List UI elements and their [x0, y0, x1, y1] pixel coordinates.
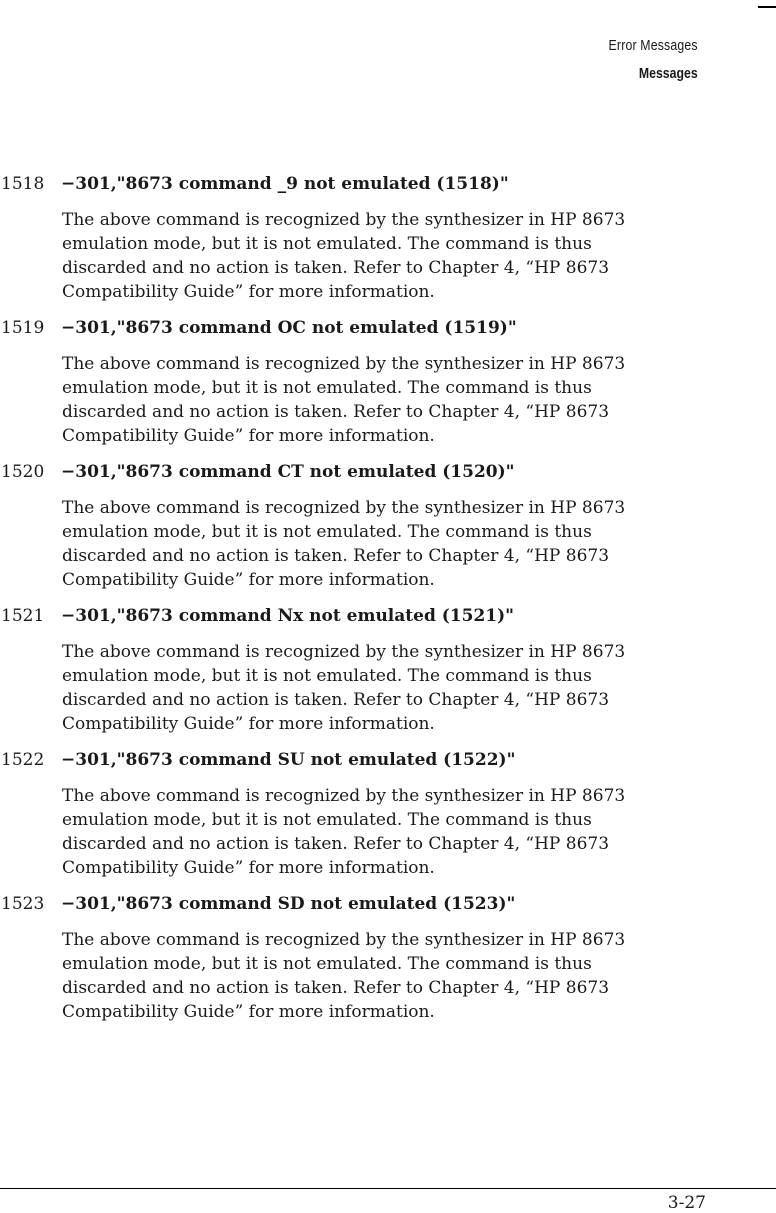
error-entry — [0, 892, 700, 1036]
footer-rule — [0, 1188, 776, 1189]
description-line: discarded and no action is taken. Refer to Chapter 4, “HP 8673 — [62, 834, 610, 854]
error-code: 1522 — [1, 750, 45, 770]
error-entry — [0, 316, 700, 460]
description-line: emulation mode, but it is not emulated. The command is thus — [62, 666, 592, 686]
error-message-list — [0, 172, 700, 1036]
error-entry — [0, 460, 700, 604]
description-line: The above command is recognized by the synthesizer in HP 8673 — [62, 930, 626, 950]
error-title: −301,"8673 command Nx not emulated (1521)" — [61, 606, 515, 626]
error-title: −301,"8673 command SU not emulated (1522)" — [61, 750, 516, 770]
description-line: Compatibility Guide” for more information. — [62, 426, 435, 446]
error-title: −301,"8673 command OC not emulated (1519)" — [61, 318, 517, 338]
page-number: 3-27 — [667, 1193, 706, 1213]
description-line: Compatibility Guide” for more information. — [62, 282, 435, 302]
error-title: −301,"8673 command _9 not emulated (1518)" — [61, 174, 509, 194]
error-entry — [0, 604, 700, 748]
description-line: emulation mode, but it is not emulated. The command is thus — [62, 810, 592, 830]
description-line: Compatibility Guide” for more information. — [62, 858, 435, 878]
description-line: emulation mode, but it is not emulated. The command is thus — [62, 954, 592, 974]
description-line: emulation mode, but it is not emulated. The command is thus — [62, 378, 592, 398]
description-line: discarded and no action is taken. Refer to Chapter 4, “HP 8673 — [62, 978, 610, 998]
error-description — [62, 496, 662, 592]
header-section-title: Error Messages — [608, 37, 698, 54]
error-code: 1519 — [1, 318, 45, 338]
error-title: −301,"8673 command CT not emulated (1520)" — [61, 462, 515, 482]
running-header — [589, 32, 698, 88]
error-description — [62, 208, 662, 304]
description-line: discarded and no action is taken. Refer to Chapter 4, “HP 8673 — [62, 690, 610, 710]
description-line: The above command is recognized by the synthesizer in HP 8673 — [62, 786, 626, 806]
error-description — [62, 928, 662, 1024]
corner-crop-mark — [758, 6, 776, 8]
description-line: emulation mode, but it is not emulated. The command is thus — [62, 522, 592, 542]
description-line: The above command is recognized by the synthesizer in HP 8673 — [62, 354, 626, 374]
error-entry — [0, 172, 700, 316]
description-line: discarded and no action is taken. Refer to Chapter 4, “HP 8673 — [62, 546, 610, 566]
description-line: Compatibility Guide” for more information. — [62, 714, 435, 734]
description-line: The above command is recognized by the synthesizer in HP 8673 — [62, 210, 626, 230]
header-subsection-title: Messages — [639, 65, 698, 82]
description-line: emulation mode, but it is not emulated. The command is thus — [62, 234, 592, 254]
description-line: discarded and no action is taken. Refer to Chapter 4, “HP 8673 — [62, 258, 610, 278]
description-line: Compatibility Guide” for more information. — [62, 1002, 435, 1022]
error-code: 1518 — [1, 174, 45, 194]
error-code: 1523 — [1, 894, 45, 914]
error-code: 1520 — [1, 462, 45, 482]
error-description — [62, 784, 662, 880]
error-entry — [0, 748, 700, 892]
description-line: Compatibility Guide” for more information. — [62, 570, 435, 590]
error-description — [62, 640, 662, 736]
error-code: 1521 — [1, 606, 45, 626]
error-description — [62, 352, 662, 448]
description-line: The above command is recognized by the synthesizer in HP 8673 — [62, 498, 626, 518]
error-title: −301,"8673 command SD not emulated (1523)" — [61, 894, 516, 914]
description-line: The above command is recognized by the synthesizer in HP 8673 — [62, 642, 626, 662]
description-line: discarded and no action is taken. Refer to Chapter 4, “HP 8673 — [62, 402, 610, 422]
